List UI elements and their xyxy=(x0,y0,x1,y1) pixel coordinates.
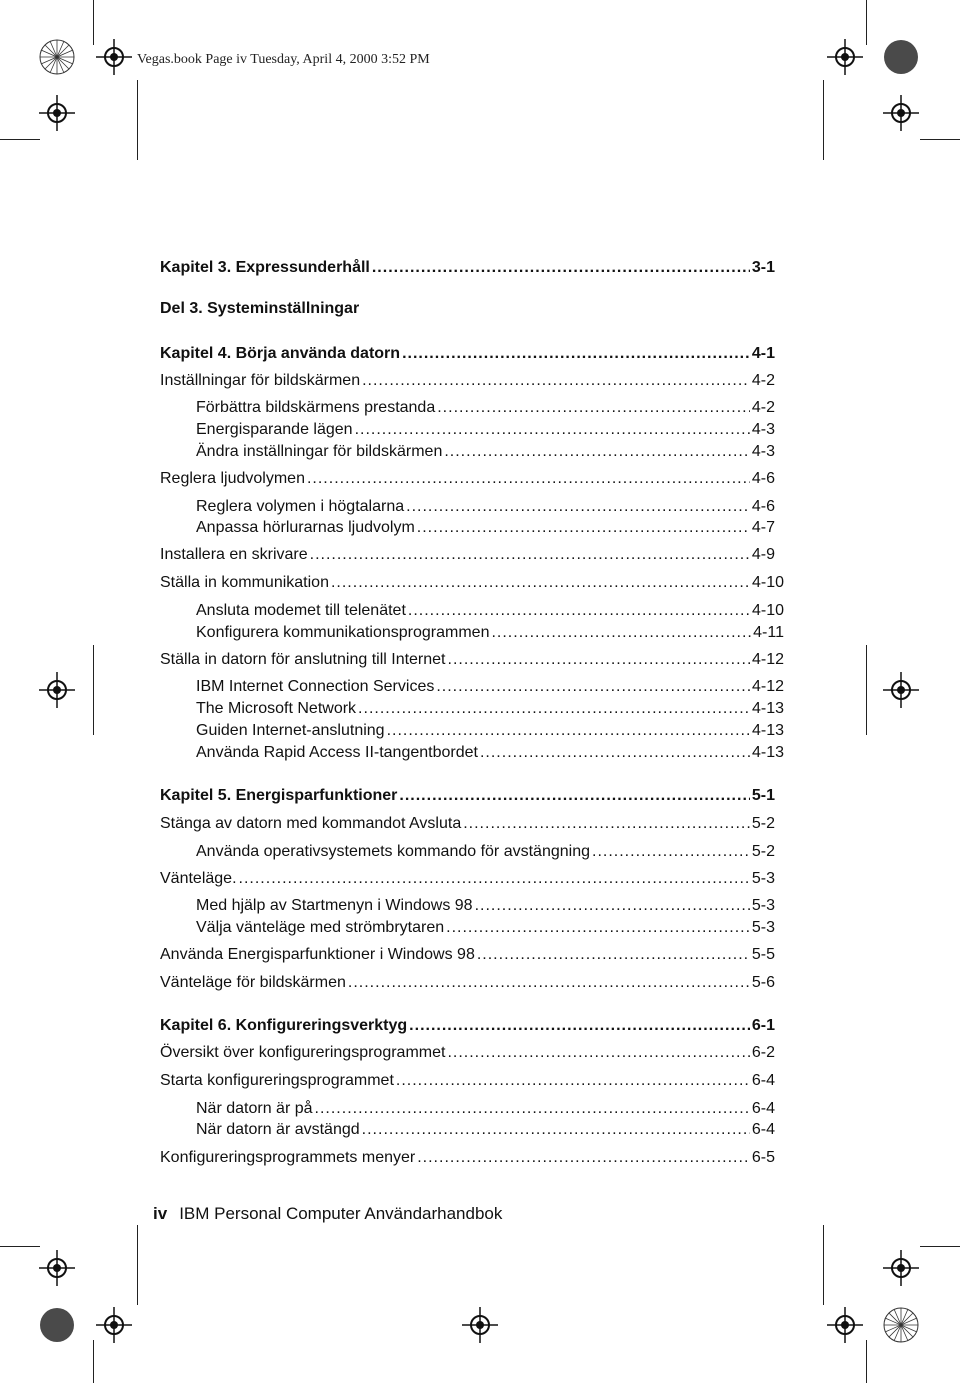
toc-entry[interactable] xyxy=(160,945,775,965)
toc-entry[interactable] xyxy=(160,469,775,489)
toc-entry-title: Ställa in kommunikation xyxy=(160,574,329,591)
toc-entry-title: Använda Rapid Access II-tangentbordet xyxy=(196,744,478,761)
toc-entry-title: När datorn är avstängd xyxy=(196,1121,360,1138)
toc-entry-title: Kapitel 4. Börja använda datorn xyxy=(160,345,401,362)
toc-entry[interactable] xyxy=(160,545,775,565)
toc-entry[interactable] xyxy=(196,743,784,763)
toc-entry-page: 6-1 xyxy=(751,1017,775,1034)
toc-entry-title: Reglera ljudvolymen xyxy=(160,470,305,487)
toc-entry-title: Guiden Internet-anslutning xyxy=(196,722,385,739)
toc-entry[interactable] xyxy=(160,344,775,364)
toc-entry-title: Starta konfigureringsprogrammet xyxy=(160,1072,394,1089)
toc-entry-title: Ställa in datorn för anslutning till Internet xyxy=(160,651,446,668)
dot-leader xyxy=(239,869,750,889)
toc-entry-page: 4-7 xyxy=(751,519,775,536)
toc-entry-page: 5-6 xyxy=(751,974,775,991)
dot-leader xyxy=(417,1148,750,1168)
dot-leader xyxy=(592,842,750,862)
dot-leader xyxy=(491,623,751,643)
dot-leader xyxy=(362,1120,750,1140)
toc-entry-title: Anpassa hörlurarnas ljudvolym xyxy=(196,519,415,536)
toc-entry[interactable] xyxy=(196,896,775,916)
dot-leader xyxy=(387,721,750,741)
toc-entry[interactable] xyxy=(196,721,784,741)
toc-entry[interactable] xyxy=(160,650,784,670)
dot-leader xyxy=(315,1099,750,1119)
toc-entry-title: Använda operativsystemets kommando för avstängning xyxy=(196,843,590,860)
toc-entry-title: Reglera volymen i högtalarna xyxy=(196,498,405,515)
toc-entry-title: Kapitel 6. Konfigureringsverktyg xyxy=(160,1017,408,1034)
dot-leader xyxy=(446,918,750,938)
dot-leader xyxy=(406,497,750,517)
dot-leader xyxy=(310,545,750,565)
toc-entry-page: 4-2 xyxy=(751,372,775,389)
toc-entry-page: 5-3 xyxy=(751,897,775,914)
toc-entry-page: 6-2 xyxy=(751,1044,775,1061)
toc-entry[interactable] xyxy=(160,371,775,391)
toc-entry[interactable] xyxy=(160,1016,775,1036)
dot-leader xyxy=(408,601,750,621)
toc-entry-title: När datorn är på xyxy=(196,1100,313,1117)
dot-leader xyxy=(480,743,750,763)
toc-entry[interactable] xyxy=(196,398,775,418)
toc-entry[interactable] xyxy=(196,699,784,719)
toc-entry-title: Kapitel 5. Energisparfunktioner xyxy=(160,787,398,804)
toc-entry-page: 4-13 xyxy=(751,722,784,739)
toc-entry-page: 5-5 xyxy=(751,946,775,963)
toc-entry-page: 5-1 xyxy=(751,787,775,804)
dot-leader xyxy=(437,398,750,418)
toc-entry[interactable] xyxy=(196,420,775,440)
dot-leader xyxy=(362,371,750,391)
dot-leader xyxy=(417,518,750,538)
toc-entry-title: Installera en skrivare xyxy=(160,546,308,563)
book-title: IBM Personal Computer Användarhandbok xyxy=(179,1204,503,1223)
toc-entry-page: 4-6 xyxy=(751,498,775,515)
page-number: iv xyxy=(153,1204,168,1223)
toc-entry-title: IBM Internet Connection Services xyxy=(196,678,435,695)
dot-leader xyxy=(409,1016,750,1036)
dot-leader xyxy=(331,573,750,593)
toc-entry[interactable] xyxy=(160,869,775,889)
toc-entry-title: Översikt över konfigureringsprogrammet xyxy=(160,1044,446,1061)
toc-entry[interactable] xyxy=(196,518,775,538)
toc-entry-page: 4-12 xyxy=(751,651,784,668)
dot-leader xyxy=(307,469,750,489)
toc-entry-title: Konfigurera kommunikationsprogrammen xyxy=(196,624,490,641)
toc-entry-title: Kapitel 3. Expressunderhåll xyxy=(160,259,370,276)
toc-entry-page: 4-1 xyxy=(751,345,775,362)
toc-entry[interactable] xyxy=(160,786,775,806)
toc-entry[interactable] xyxy=(160,573,784,593)
toc-entry-title: Ansluta modemet till telenätet xyxy=(196,602,406,619)
toc-entry[interactable] xyxy=(196,842,775,862)
toc-entry-title: Inställningar för bildskärmen xyxy=(160,372,361,389)
toc-entry-page: 5-2 xyxy=(751,815,775,832)
toc-entry-title: Vänteläge. xyxy=(160,870,237,887)
toc-entry-page: 4-11 xyxy=(753,624,784,641)
toc-entry[interactable] xyxy=(160,258,775,278)
toc-entry-page: 3-1 xyxy=(751,259,775,276)
part-heading: Del 3. Systeminställningar xyxy=(160,300,360,317)
toc-entry[interactable] xyxy=(196,497,775,517)
toc-entry-page: 6-4 xyxy=(751,1100,775,1117)
toc-entry-page: 4-10 xyxy=(751,602,784,619)
toc-entry[interactable] xyxy=(196,918,775,938)
toc-entry-page: 5-3 xyxy=(751,870,775,887)
dot-leader xyxy=(444,442,750,462)
toc-entry[interactable] xyxy=(160,973,775,993)
dot-leader xyxy=(448,650,750,670)
toc-entry-page: 4-13 xyxy=(751,744,784,761)
dot-leader xyxy=(396,1071,750,1091)
toc-entry-page: 4-3 xyxy=(751,421,775,438)
toc-entry[interactable] xyxy=(160,1148,775,1168)
dot-leader xyxy=(436,677,750,697)
toc-entry-title: Energisparande lägen xyxy=(196,421,353,438)
toc-entry[interactable] xyxy=(160,814,775,834)
toc-entry-title: Vänteläge för bildskärmen xyxy=(160,974,346,991)
toc-entry-title: Använda Energisparfunktioner i Windows 98 xyxy=(160,946,475,963)
toc-entry-page: 5-2 xyxy=(751,843,775,860)
toc-entry-title: Förbättra bildskärmens prestanda xyxy=(196,399,436,416)
toc-entry[interactable] xyxy=(196,601,784,621)
dot-leader xyxy=(463,814,750,834)
toc-entry-page: 4-10 xyxy=(751,574,784,591)
running-head: Vegas.book Page iv Tuesday, April 4, 2000 3:52 PM xyxy=(137,52,430,67)
toc-entry-title: Med hjälp av Startmenyn i Windows 98 xyxy=(196,897,473,914)
toc-entry-page: 4-13 xyxy=(751,700,784,717)
dot-leader xyxy=(475,896,750,916)
toc-entry-page: 4-9 xyxy=(751,546,775,563)
dot-leader xyxy=(399,786,749,806)
toc-entry-page: 4-2 xyxy=(751,399,775,416)
toc-entry-page: 6-4 xyxy=(751,1072,775,1089)
dot-leader xyxy=(355,420,750,440)
toc-entry-page: 4-6 xyxy=(751,470,775,487)
toc-entry-page: 6-5 xyxy=(751,1149,775,1166)
toc-entry-page: 4-12 xyxy=(751,678,784,695)
toc-entry[interactable] xyxy=(196,1099,775,1119)
toc-entry-title: The Microsoft Network xyxy=(196,700,357,717)
dot-leader xyxy=(358,699,750,719)
toc-entry[interactable] xyxy=(196,442,775,462)
toc-entry-page: 4-3 xyxy=(751,443,775,460)
toc-entry-page: 6-4 xyxy=(751,1121,775,1138)
dot-leader xyxy=(402,344,750,364)
page-footer xyxy=(153,1204,502,1224)
toc-entry-title: Välja vänteläge med strömbrytaren xyxy=(196,919,445,936)
toc-entry[interactable] xyxy=(160,1043,775,1063)
toc-entry[interactable] xyxy=(196,1120,775,1140)
dot-leader xyxy=(447,1043,749,1063)
toc-entry-title: Stänga av datorn med kommandot Avsluta xyxy=(160,815,462,832)
toc-entry[interactable] xyxy=(196,677,784,697)
toc-entry-page: 5-3 xyxy=(751,919,775,936)
toc-entry-title: Ändra inställningar för bildskärmen xyxy=(196,443,443,460)
toc-entry[interactable] xyxy=(196,623,784,643)
toc-entry-title: Konfigureringsprogrammets menyer xyxy=(160,1149,416,1166)
dot-leader xyxy=(348,973,750,993)
toc-entry[interactable] xyxy=(160,1071,775,1091)
dot-leader xyxy=(477,945,750,965)
dot-leader xyxy=(372,258,750,278)
